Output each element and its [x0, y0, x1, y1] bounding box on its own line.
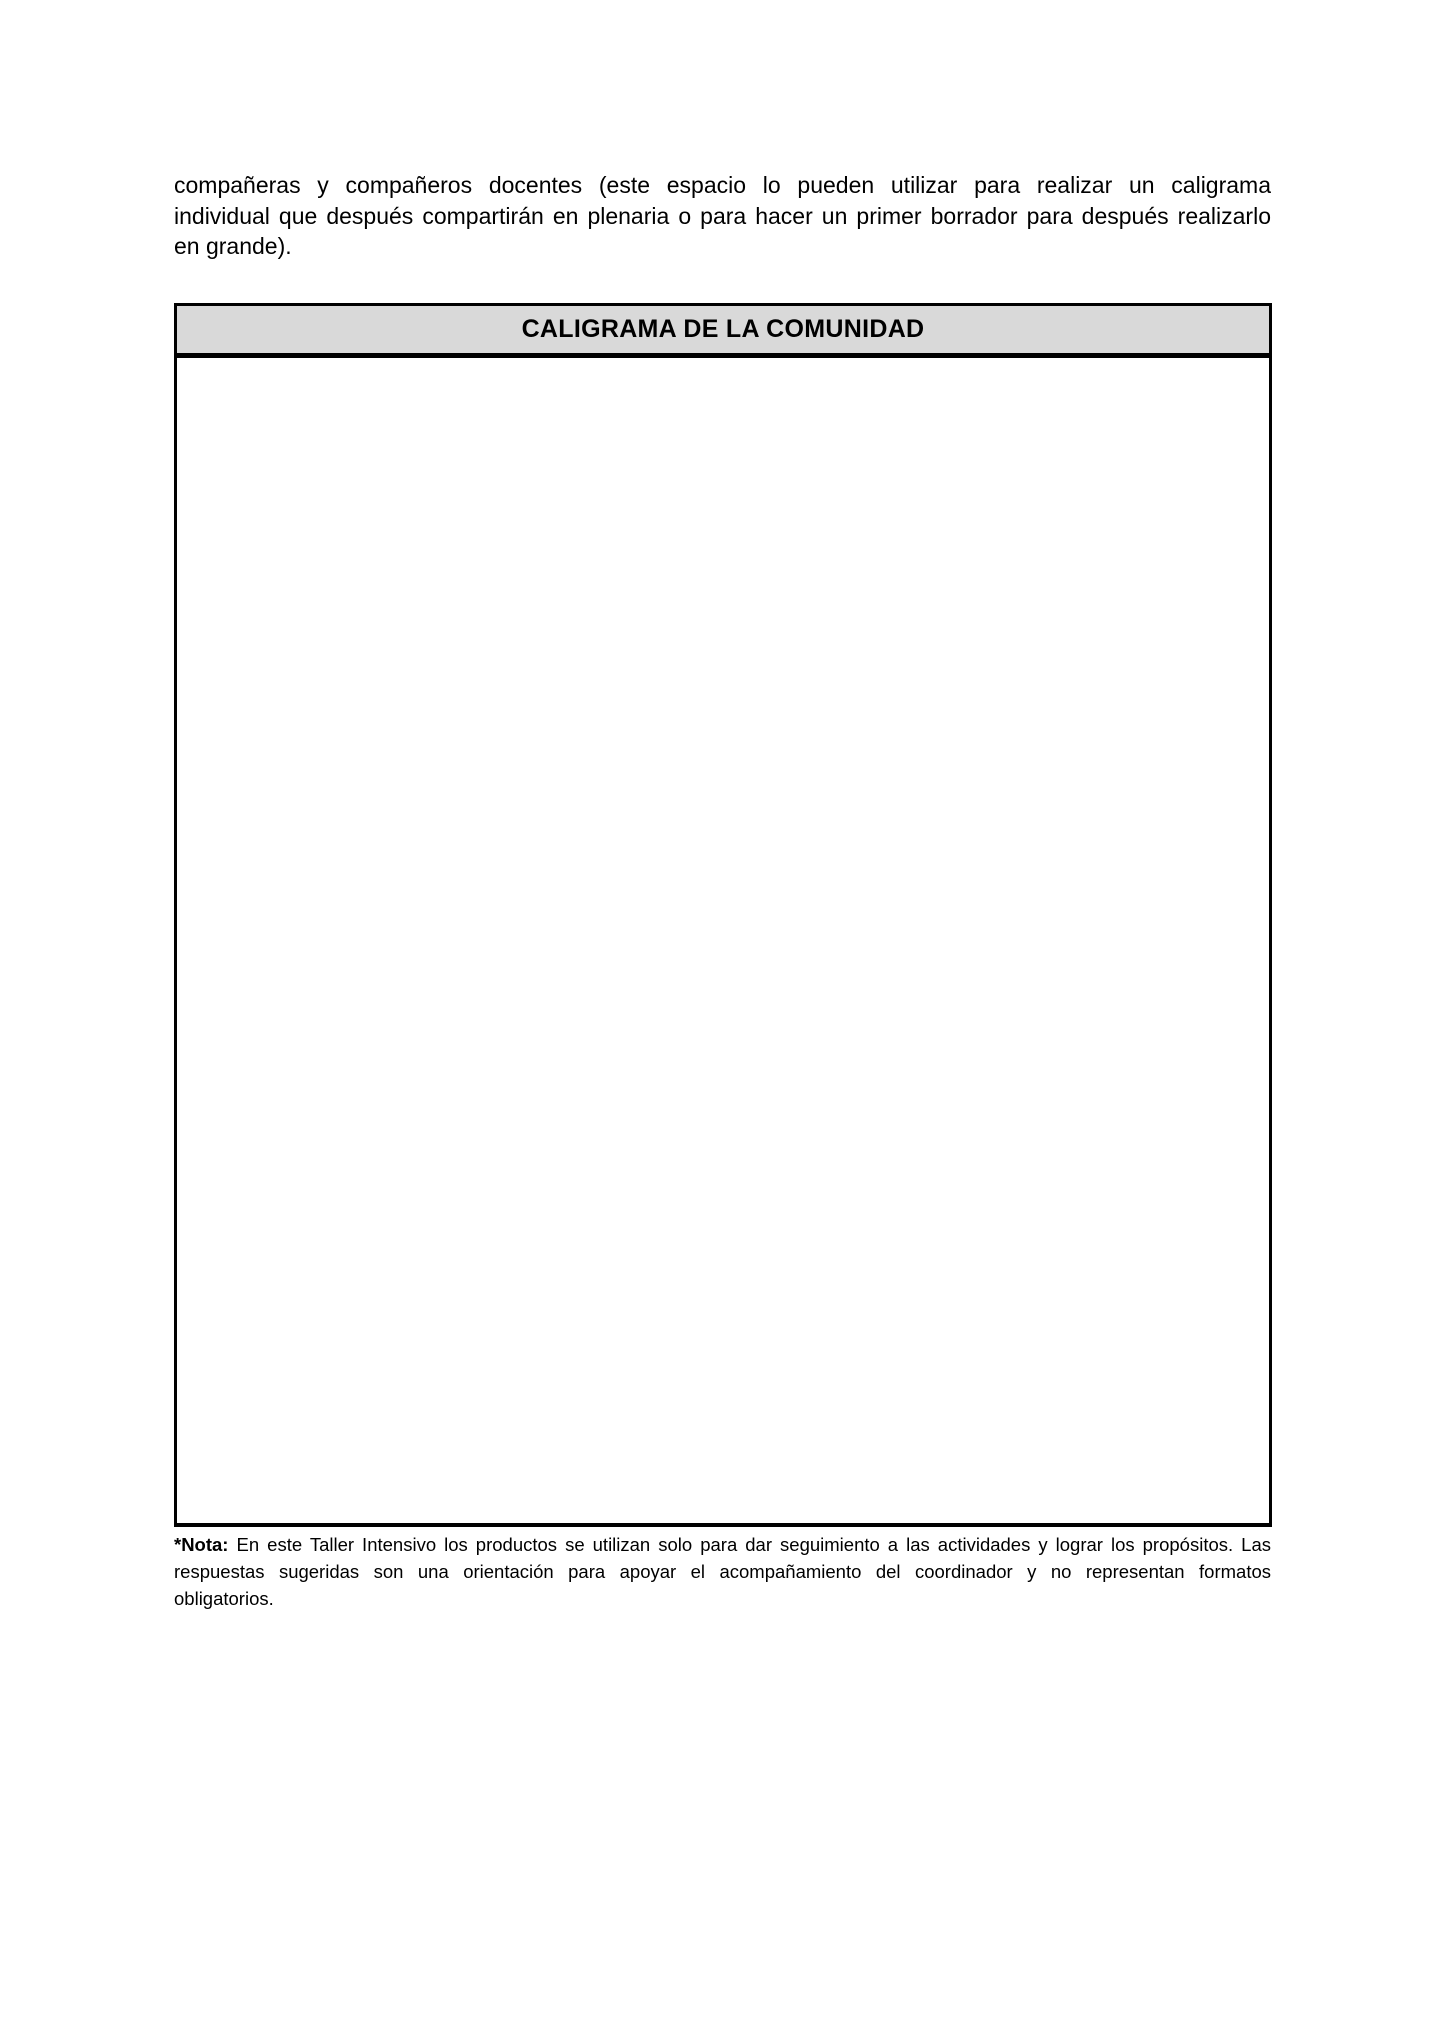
- caligrama-table: [174, 303, 1272, 1527]
- footnote-text-1: En este Taller Intensivo los productos se utilizan solo para dar seguimiento a las actividades y lograr los propósitos. Las: [236, 1534, 1271, 1555]
- intro-line-1: compañeras y compañeros docentes (este espacio lo pueden utilizar para realizar un caligrama: [174, 172, 1271, 198]
- intro-line-3: en grande).: [174, 233, 292, 259]
- footnote: [174, 1531, 1271, 1612]
- intro-paragraph: [174, 170, 1271, 262]
- intro-line-2: individual que después compartirán en plenaria o para hacer un primer borrador para después realizarlo: [174, 202, 1271, 229]
- caligrama-table-header: [174, 303, 1272, 358]
- footnote-label: *Nota:: [174, 1534, 229, 1555]
- caligrama-drawing-area: [174, 358, 1272, 1527]
- footnote-line-1: [174, 1531, 1271, 1558]
- footnote-line-3: obligatorios.: [174, 1588, 274, 1609]
- caligrama-table-title: CALIGRAMA DE LA COMUNIDAD: [521, 315, 925, 343]
- footnote-line-2: respuestas sugeridas son una orientación para apoyar el acompañamiento del coordinador y no representan formatos: [174, 1561, 1271, 1582]
